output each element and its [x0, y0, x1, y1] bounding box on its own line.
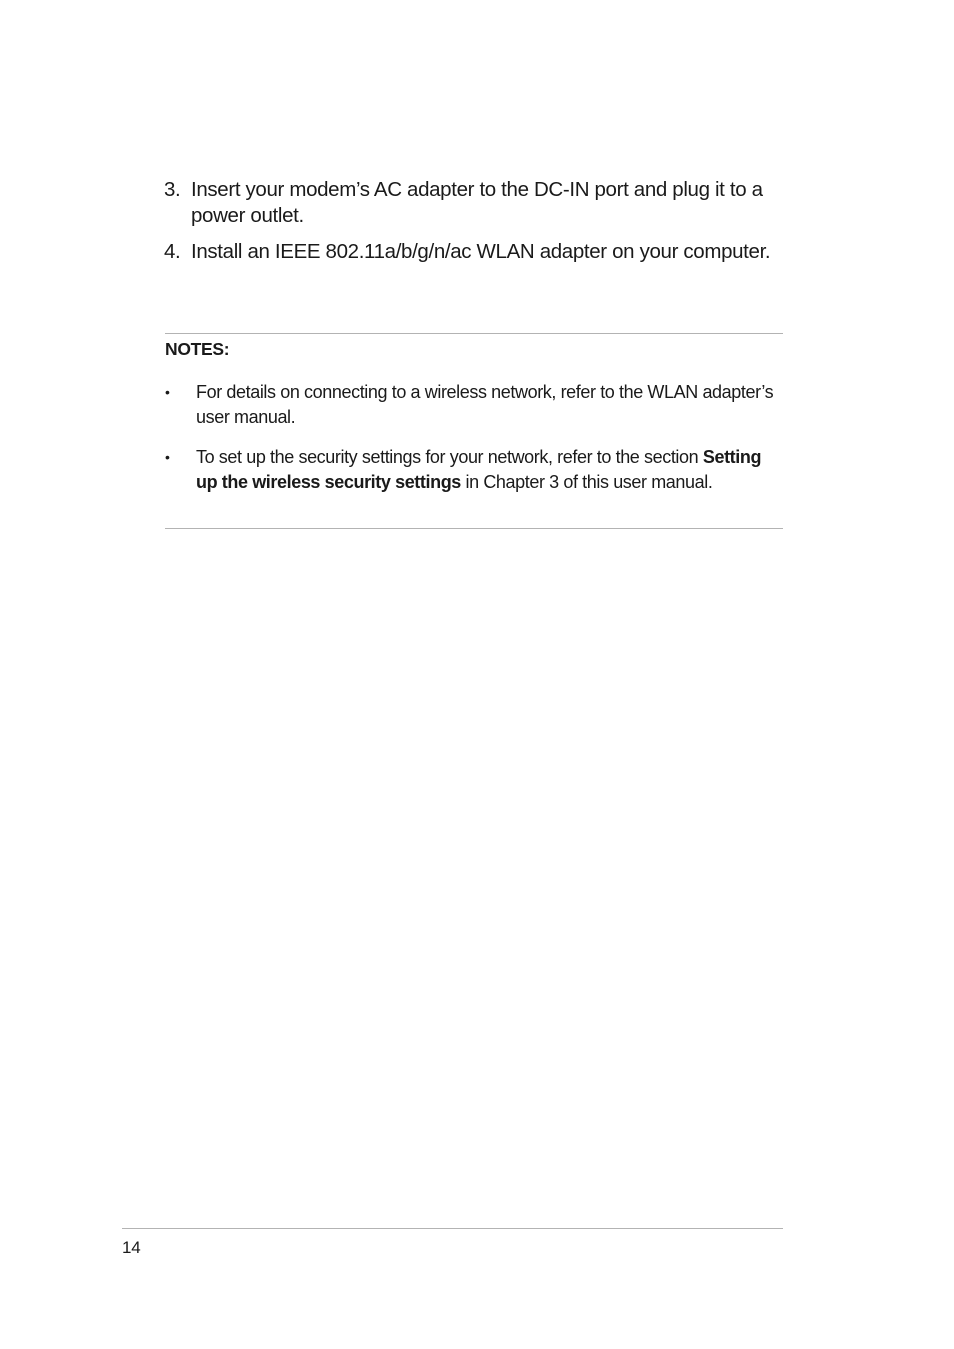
note-item	[165, 380, 783, 430]
installation-steps	[164, 177, 784, 276]
step-item	[164, 177, 784, 228]
notes-box	[165, 333, 783, 529]
note-text-prefix: To set up the security settings for your network, refer to the section	[196, 447, 703, 467]
bullet-icon: •	[165, 384, 170, 400]
notes-list	[165, 380, 783, 510]
step-number: 4.	[164, 240, 181, 263]
step-text: Insert your modem’s AC adapter to the DC-IN port and plug it to a power outlet.	[191, 178, 763, 227]
step-number: 3.	[164, 178, 181, 201]
note-text: For details on connecting to a wireless network, refer to the WLAN adapter’s user manual.	[196, 382, 774, 427]
note-item	[165, 445, 783, 495]
note-section-reference: Setting up the wireless security settings	[196, 447, 762, 492]
step-text: Install an IEEE 802.11a/b/g/n/ac WLAN adapter on your computer.	[191, 240, 771, 263]
step-item	[164, 239, 784, 265]
bullet-icon: •	[165, 449, 170, 465]
notes-title: NOTES:	[165, 339, 230, 359]
footer-divider	[122, 1228, 783, 1229]
page-number: 14	[122, 1238, 141, 1257]
note-text-suffix: in Chapter 3 of this user manual.	[460, 472, 713, 492]
